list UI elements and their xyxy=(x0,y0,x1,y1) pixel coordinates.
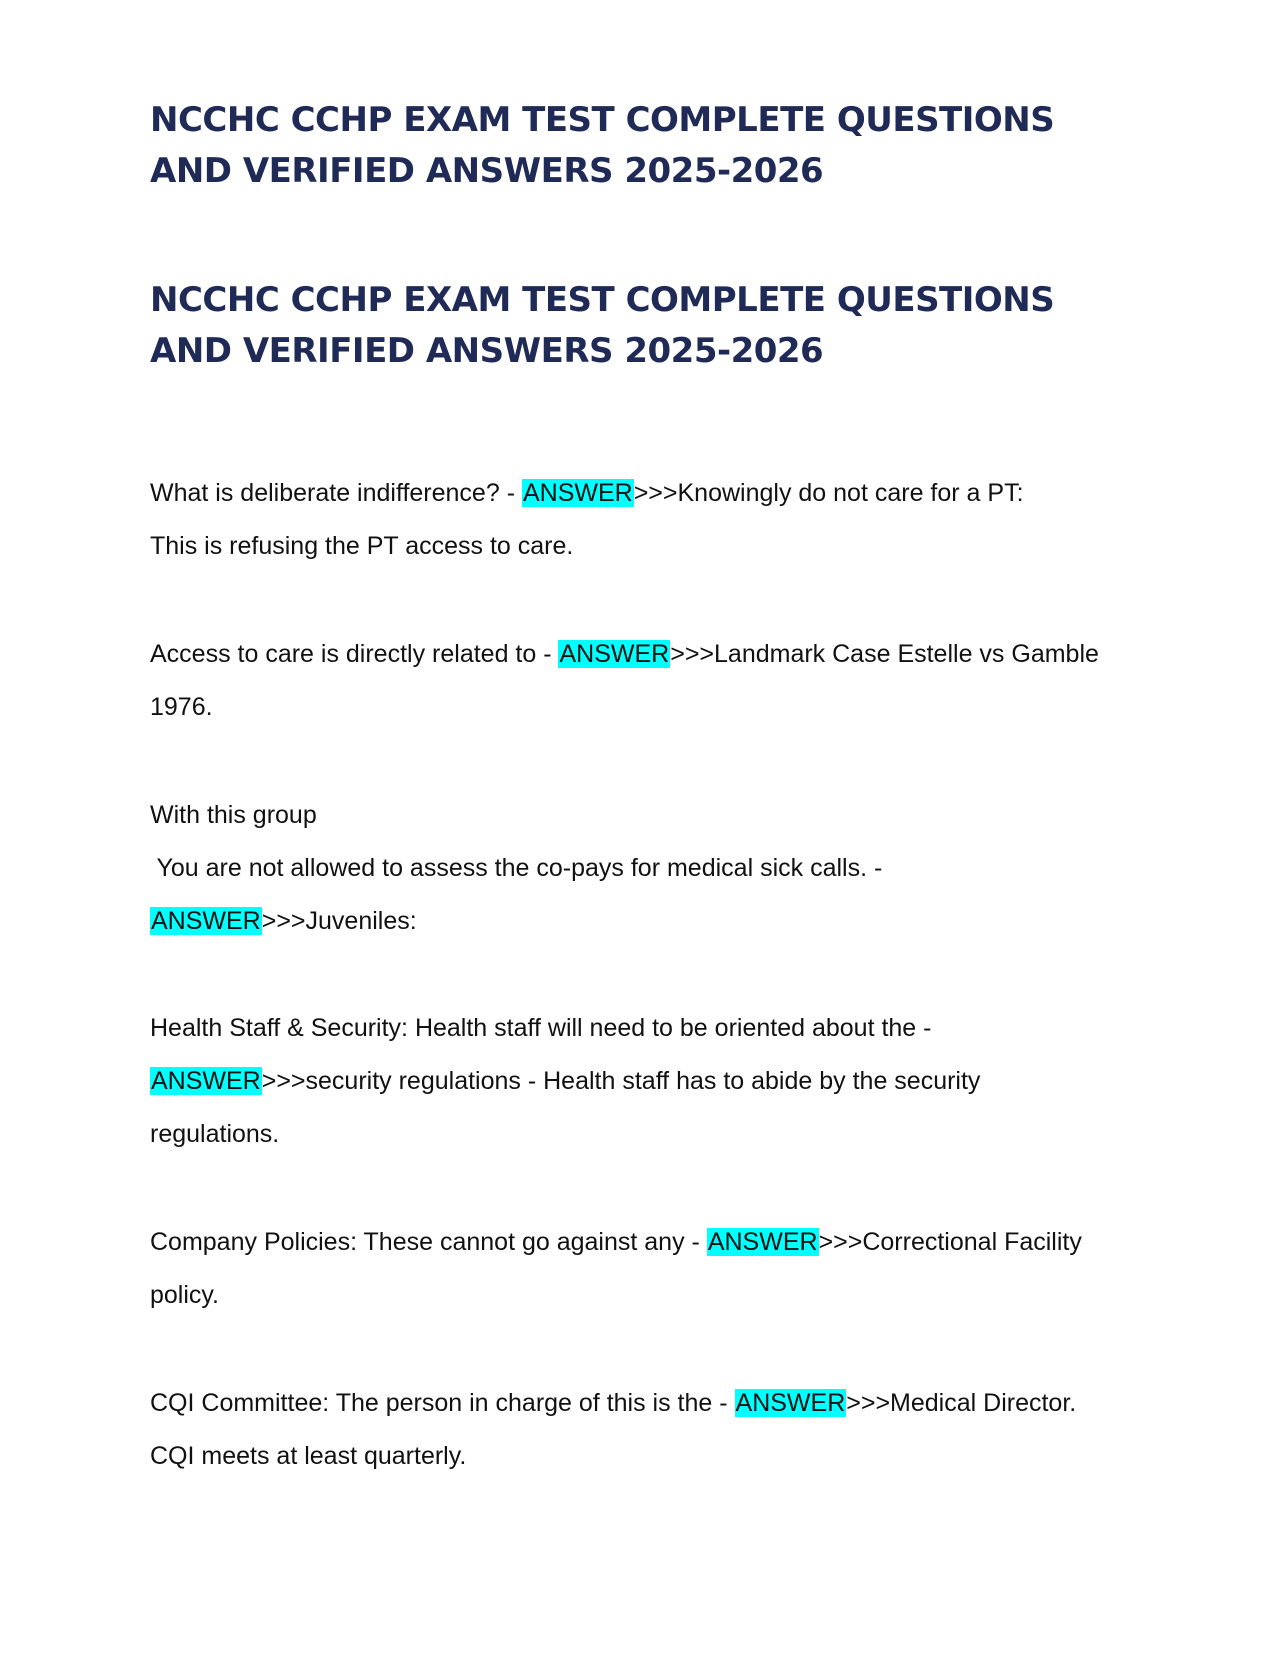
qa-entry-access-to-care xyxy=(150,628,1150,734)
title-line-2: AND VERIFIED ANSWERS 2025-2026 xyxy=(150,151,824,191)
answer-line xyxy=(150,1055,1150,1108)
answer-text: >>>Correctional Facility xyxy=(818,1228,1082,1256)
answer-continuation: 1976. xyxy=(150,693,213,721)
question-line xyxy=(150,1216,1150,1269)
document-title-top xyxy=(150,95,1150,197)
answer-highlight: ANSWER xyxy=(735,1389,846,1417)
qa-entry-company-policies xyxy=(150,1216,1150,1322)
answer-text: >>>Landmark Case Estelle vs Gamble xyxy=(670,640,1099,668)
answer-highlight: ANSWER xyxy=(151,1067,261,1095)
qa-entry-juveniles xyxy=(150,789,1150,948)
answer-text: >>>security regulations - Health staff has to abide by the security xyxy=(261,1067,981,1095)
title-line-1: NCCHC CCHP EXAM TEST COMPLETE QUESTIONS xyxy=(150,280,1055,320)
question-line-1: With this group xyxy=(150,801,317,829)
question-text: Access to care is directly related to - xyxy=(150,640,559,668)
question-line xyxy=(150,467,1150,520)
qa-entry-deliberate-indifference xyxy=(150,467,1150,573)
title-line-2: AND VERIFIED ANSWERS 2025-2026 xyxy=(150,331,824,371)
answer-line xyxy=(150,895,1150,948)
qa-entry-health-staff-security xyxy=(150,1002,1150,1161)
answer-highlight: ANSWER xyxy=(522,479,633,507)
title-line-1: NCCHC CCHP EXAM TEST COMPLETE QUESTIONS xyxy=(150,100,1055,140)
question-line xyxy=(150,628,1150,681)
question-text: Company Policies: These cannot go against any - xyxy=(150,1228,707,1256)
answer-text: >>>Medical Director. xyxy=(846,1389,1077,1417)
answer-continuation: CQI meets at least quarterly. xyxy=(150,1442,467,1470)
answer-text: >>>Juveniles: xyxy=(261,907,417,935)
document-title-repeat xyxy=(150,275,1150,377)
question-text: CQI Committee: The person in charge of this is the - xyxy=(150,1389,735,1417)
answer-continuation: This is refusing the PT access to care. xyxy=(150,532,574,560)
question-line xyxy=(150,1377,1150,1430)
question-text: What is deliberate indifference? - xyxy=(150,479,522,507)
answer-continuation: policy. xyxy=(150,1281,220,1309)
answer-highlight: ANSWER xyxy=(707,1228,818,1256)
question-line: Health Staff & Security: Health staff will need to be oriented about the - xyxy=(150,1014,932,1042)
qa-entry-cqi-committee xyxy=(150,1377,1150,1483)
answer-continuation: regulations. xyxy=(150,1120,280,1148)
answer-highlight: ANSWER xyxy=(151,907,261,935)
answer-text: >>>Knowingly do not care for a PT: xyxy=(633,479,1024,507)
answer-highlight: ANSWER xyxy=(559,640,670,668)
question-line-2: You are not allowed to assess the co-pays for medical sick calls. - xyxy=(150,854,883,882)
